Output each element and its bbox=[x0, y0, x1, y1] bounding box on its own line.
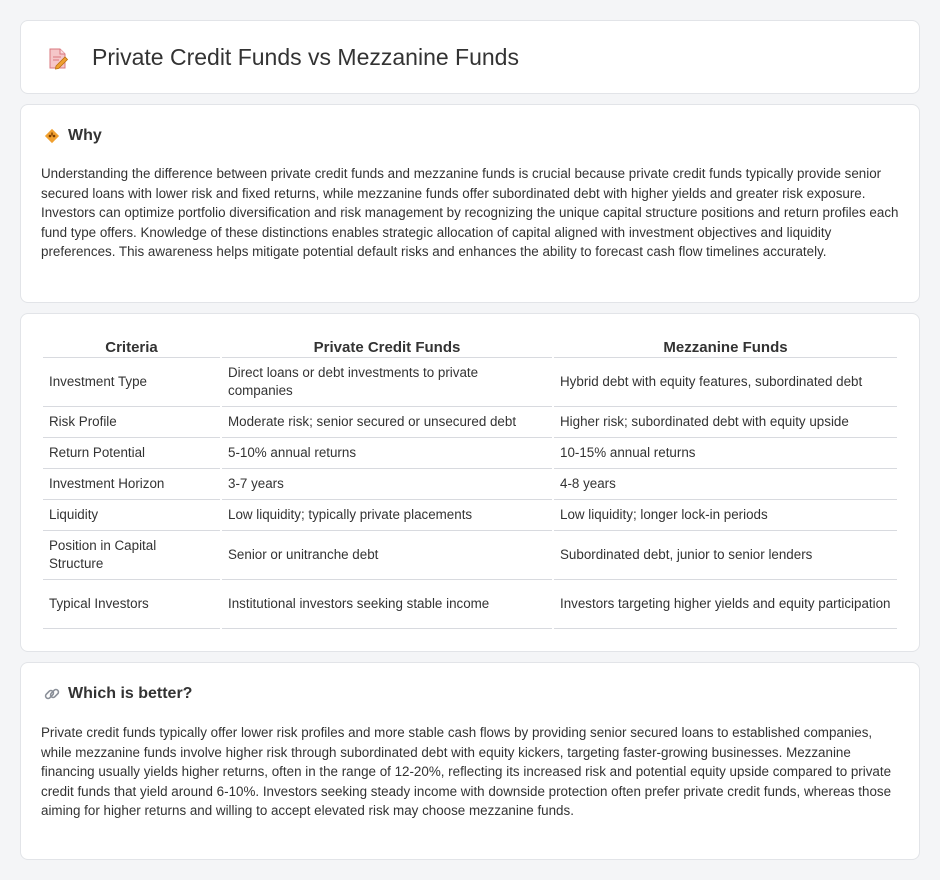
better-text: Private credit funds typically offer lower risk profiles and more stable cash flows by providing senior secured loans to established companies, while mezzanine funds involve higher risk through subordinated debt with equity kickers, targeting faster-growing businesses. Mezzanine financing usually yields higher returns, often in the range of 12-20%, reflecting its increased risk and potential equity upside compared to private credit funds that yield around 6-10%. Investors seeking steady income with downside protection often prefer private credit funds, whereas those aiming for higher returns and willing to accept elevated risk may choose mezzanine funds. bbox=[41, 725, 892, 819]
comparison-table bbox=[41, 336, 899, 629]
table-cell: Investment Horizon bbox=[43, 469, 220, 500]
table-cell: Higher risk; subordinated debt with equity upside bbox=[554, 407, 897, 438]
table-header-row bbox=[43, 336, 897, 358]
table-cell: Investment Type bbox=[43, 358, 220, 407]
comparison-table-card bbox=[20, 313, 920, 652]
better-header bbox=[43, 685, 192, 703]
why-header bbox=[43, 127, 102, 145]
table-row bbox=[43, 438, 897, 469]
why-section bbox=[20, 104, 920, 303]
table-cell: Direct loans or debt investments to private companies bbox=[222, 358, 552, 407]
table-cell: Moderate risk; senior secured or unsecured debt bbox=[222, 407, 552, 438]
diamond-warning-icon bbox=[43, 127, 61, 145]
better-heading: Which is better? bbox=[68, 685, 193, 702]
table-cell: 3-7 years bbox=[222, 469, 552, 500]
table-cell: Subordinated debt, junior to senior lenders bbox=[554, 531, 897, 580]
why-text: Understanding the difference between private credit funds and mezzanine funds is crucial because private credit funds typically provide senior secured loans with lower risk and fixed returns, while mezzanine funds offer subordinated debt with higher yields and greater risk exposure. Investors can optimize portfolio diversification and risk management by recognizing the unique capital structure positions and return profiles each fund type offers. Knowledge of these distinctions enables strategic allocation of capital aligned with investment objectives and liquidity preferences. This awareness helps mitigate potential default risks and enhances the ability to forecast cash flow timelines accurately. bbox=[41, 166, 899, 260]
table-row bbox=[43, 580, 897, 629]
table-row bbox=[43, 531, 897, 580]
table-cell: Liquidity bbox=[43, 500, 220, 531]
table-cell: Hybrid debt with equity features, subordinated debt bbox=[554, 358, 897, 407]
why-heading: Why bbox=[68, 127, 102, 144]
table-cell: 4-8 years bbox=[554, 469, 897, 500]
table-cell: Senior or unitranche debt bbox=[222, 531, 552, 580]
title-card bbox=[20, 20, 920, 94]
table-cell: Low liquidity; typically private placements bbox=[222, 500, 552, 531]
table-cell: Return Potential bbox=[43, 438, 220, 469]
table-cell: Low liquidity; longer lock-in periods bbox=[554, 500, 897, 531]
table-row bbox=[43, 407, 897, 438]
table-cell: Institutional investors seeking stable income bbox=[222, 580, 552, 629]
column-header-private-credit: Private Credit Funds bbox=[222, 336, 552, 358]
table-row bbox=[43, 358, 897, 407]
document-pencil-icon bbox=[47, 47, 69, 71]
table-cell: Position in Capital Structure bbox=[43, 531, 220, 580]
column-header-mezzanine: Mezzanine Funds bbox=[554, 336, 897, 358]
column-header-criteria: Criteria bbox=[43, 336, 220, 358]
page-title: Private Credit Funds vs Mezzanine Funds bbox=[92, 44, 519, 70]
table-cell: 10-15% annual returns bbox=[554, 438, 897, 469]
which-is-better-section bbox=[20, 662, 920, 860]
table-row bbox=[43, 469, 897, 500]
table-cell: Typical Investors bbox=[43, 580, 220, 629]
link-icon bbox=[43, 685, 61, 703]
table-cell: 5-10% annual returns bbox=[222, 438, 552, 469]
table-cell: Investors targeting higher yields and equity participation bbox=[554, 580, 897, 629]
table-row bbox=[43, 500, 897, 531]
table-cell: Risk Profile bbox=[43, 407, 220, 438]
